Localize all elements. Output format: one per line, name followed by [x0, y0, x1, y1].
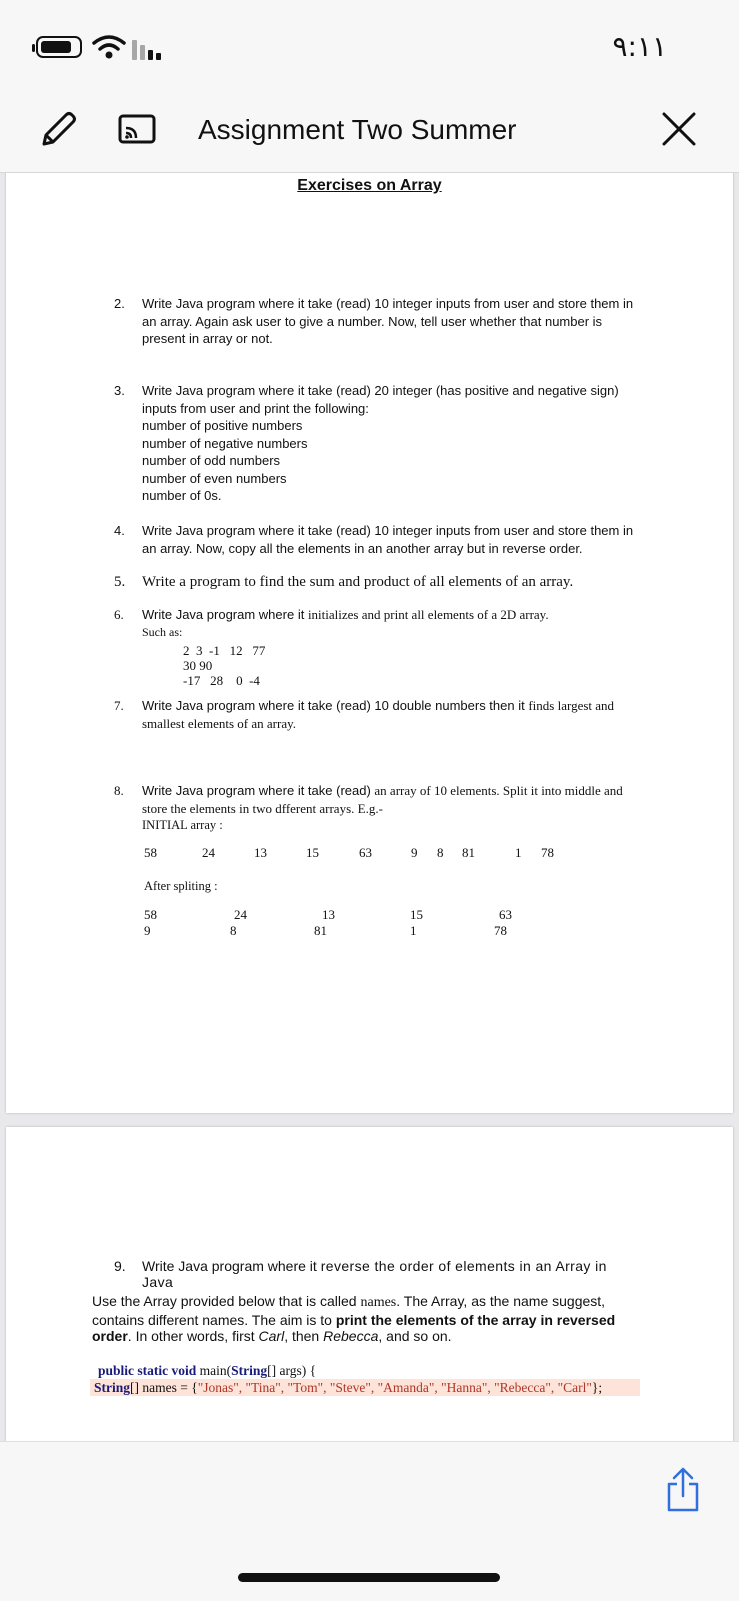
- array-value: 58: [144, 845, 157, 860]
- array-value: 8: [437, 845, 444, 860]
- home-indicator[interactable]: [238, 1573, 500, 1582]
- description-text: . The Array, as the name suggest, contains different names. The aim is to: [92, 1293, 606, 1328]
- array-value: 63: [499, 907, 512, 922]
- array-row: -17 28 0 -4: [183, 673, 260, 688]
- array-value: 78: [494, 923, 507, 938]
- question-number: 4.: [114, 523, 125, 538]
- array-value: 15: [410, 907, 423, 922]
- page-2: [6, 1127, 733, 1441]
- array-value: 58: [144, 907, 157, 922]
- close-icon[interactable]: [658, 108, 702, 152]
- array-2d-example: [183, 643, 265, 688]
- question-text: Write a program to find the sum and product of all elements of an array.: [142, 574, 574, 590]
- array-value: 1: [410, 923, 417, 938]
- list-line: number of 0s.: [142, 488, 222, 503]
- description-text: , then: [284, 1328, 324, 1344]
- description-carl: Carl: [258, 1328, 285, 1344]
- document-toolbar: [0, 90, 739, 173]
- code-line-1: [98, 1363, 316, 1379]
- clock-time: ٩:١١: [612, 30, 667, 63]
- question-text: Write Java program where it take (read) 10 integer inputs from user and store them in an array. Again ask user to give a number. Now, tell user whether that number is present in array or not.: [142, 296, 634, 346]
- question-number: 2.: [114, 296, 125, 311]
- array-value: 63: [359, 845, 372, 860]
- question-9-description: [92, 1293, 652, 1345]
- cast-icon[interactable]: [116, 108, 160, 152]
- question-number: 5.: [114, 574, 126, 590]
- question-number: 3.: [114, 383, 125, 398]
- code-line-2: [90, 1379, 640, 1396]
- page-heading: Exercises on Array: [297, 177, 442, 194]
- array-value: 15: [306, 845, 319, 860]
- code-text: main(: [196, 1363, 232, 1378]
- question-text-continued: initializes and print all elements of a 2D array.: [307, 607, 549, 622]
- question-9: [114, 1258, 634, 1290]
- document-viewer[interactable]: [0, 173, 739, 1441]
- document-title: Assignment Two Summer: [198, 114, 517, 145]
- such-as-label: Such as:: [142, 624, 183, 639]
- array-value: 81: [462, 845, 475, 860]
- code-text: [] args) {: [267, 1363, 317, 1378]
- array-value: 81: [314, 923, 327, 938]
- question-3: [114, 382, 639, 505]
- question-text: Write Java program where it take (read) 10 double numbers then it: [142, 698, 529, 713]
- list-line: number of negative numbers: [142, 435, 308, 451]
- share-icon[interactable]: [664, 1466, 702, 1514]
- question-number: 6.: [114, 607, 124, 622]
- markup-pencil-icon[interactable]: [36, 108, 80, 152]
- description-bold: print the elements of the array in reversed order: [92, 1311, 616, 1344]
- question-text-continued: an array of 10 elements. Split it into middle and store the elements in two dfferent arrays. E.g.-: [142, 783, 623, 816]
- description-rebecca: Rebecca: [323, 1328, 379, 1344]
- description-text: . In other words, first: [127, 1328, 259, 1344]
- question-number: 8.: [114, 783, 124, 798]
- question-text-continued: finds largest and smallest elements of an array.: [142, 698, 615, 731]
- code-keyword: public static void: [98, 1363, 197, 1378]
- question-text: Write Java program where it take (read): [142, 783, 375, 798]
- status-bar: [0, 0, 739, 90]
- array-value: 9: [411, 845, 418, 860]
- code-type: String: [94, 1380, 131, 1395]
- cellular-signal-icon: [132, 38, 166, 60]
- question-2: [114, 295, 639, 348]
- list-line: number of odd numbers: [142, 453, 281, 468]
- array-value: 1: [515, 845, 522, 860]
- array-row: 30 90: [183, 658, 213, 673]
- question-text: Write Java program where it take (read) 20 integer (has positive and negative sign) inputs from user and print the following:: [142, 383, 619, 416]
- code-text: [] names = {: [130, 1380, 198, 1395]
- question-text: Write Java program where it: [142, 1258, 321, 1274]
- battery-icon: [36, 36, 82, 58]
- code-text: };: [591, 1380, 603, 1395]
- array-value: 24: [202, 845, 215, 860]
- list-line: number of positive numbers: [142, 418, 303, 433]
- question-4: [114, 522, 639, 557]
- question-7: [114, 697, 639, 732]
- array-value: 8: [230, 923, 237, 938]
- after-split-label: After spliting :: [144, 879, 218, 893]
- initial-array-label: INITIAL array :: [142, 818, 223, 832]
- array-value: 13: [254, 845, 267, 860]
- question-text: Write Java program where it: [142, 607, 308, 622]
- array-value: 78: [541, 845, 554, 860]
- description-text: , and so on.: [378, 1328, 452, 1344]
- description-text: Use the Array provided below that is called: [92, 1293, 361, 1309]
- code-string-values: "Jonas", "Tina", "Tom", "Steve", "Amanda", "Hanna", "Rebecca", "Carl": [197, 1380, 592, 1395]
- question-6: [114, 606, 639, 641]
- question-number: 9.: [114, 1258, 126, 1274]
- code-type: String: [231, 1363, 268, 1378]
- array-row: 2 3 -1 12 77: [183, 643, 266, 658]
- list-line: number of even numbers: [142, 470, 287, 486]
- array-value: 9: [144, 923, 151, 938]
- question-8: [114, 782, 639, 835]
- question-text-continued: reverse the order of elements in an Array in Java: [142, 1258, 607, 1290]
- array-value: 24: [234, 907, 247, 922]
- array-value: 13: [322, 907, 335, 922]
- question-text: Write Java program where it take (read) 10 integer inputs from user and store them in an array. Now, copy all the elements in an another array but in reverse order.: [142, 523, 634, 556]
- wifi-icon: [92, 34, 126, 60]
- question-number: 7.: [114, 698, 124, 713]
- page-1: [6, 173, 733, 1113]
- description-names: names: [360, 1295, 397, 1310]
- question-5: [114, 574, 639, 592]
